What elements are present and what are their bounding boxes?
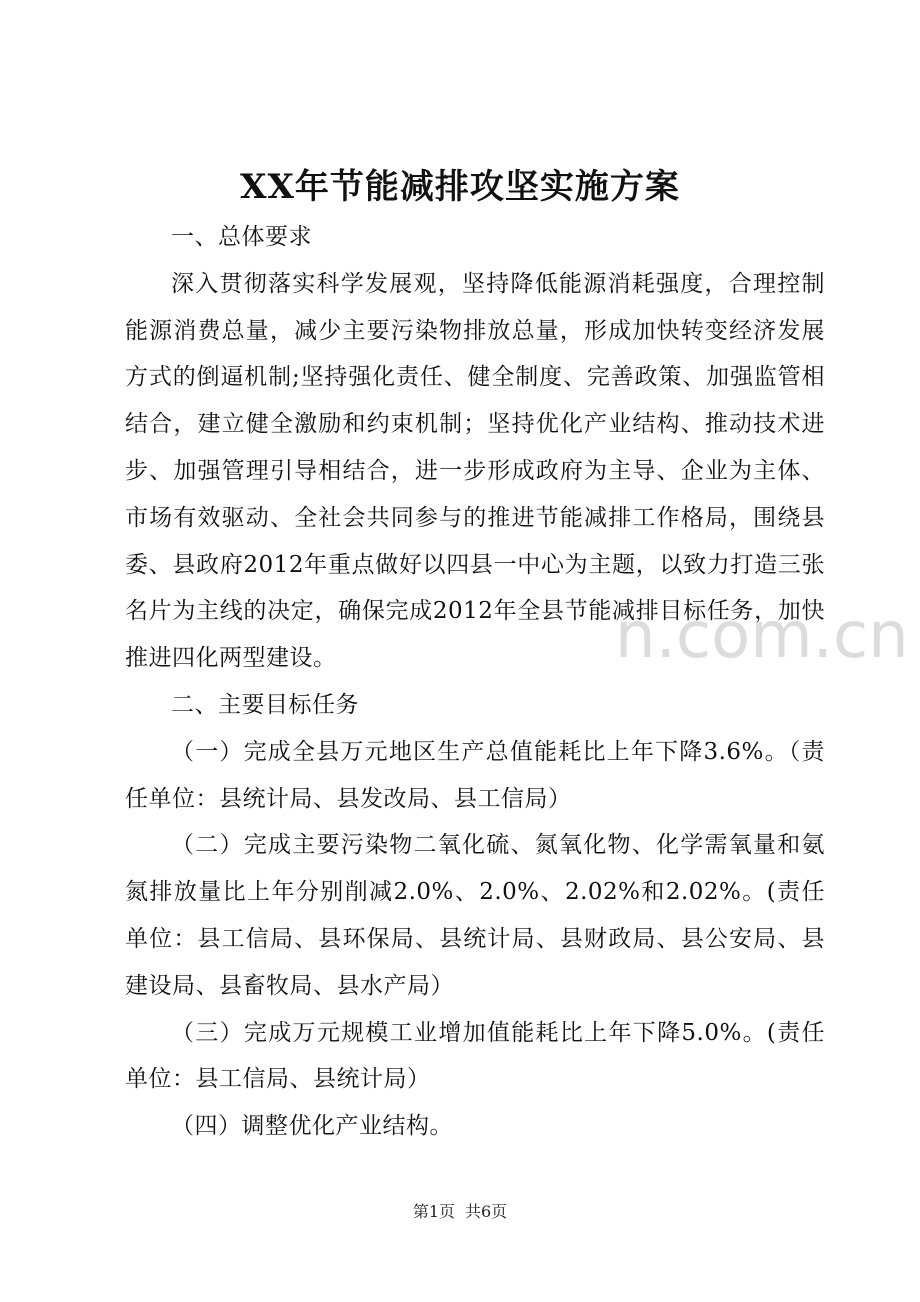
section-heading-general-requirements: 一、总体要求 (171, 224, 312, 250)
document-body (125, 214, 825, 1150)
page-footer (0, 1200, 920, 1224)
paragraph-target-1: （一）完成全县万元地区生产总值能耗比上年下降3.6%。（责任单位：县统计局、县发改局、县工信局） (125, 738, 825, 812)
paragraph-target-2: （二）完成主要污染物二氧化硫、氮氧化物、化学需氧量和氨氮排放量比上年分别削减2.0%、2.0%、2.02%和2.02%。(责任单位：县工信局、县环保局、县统计局、县财政局、县公安局、县建设局、县畜牧局、县水产局） (125, 832, 825, 999)
section-heading-main-targets: 二、主要目标任务 (171, 691, 359, 718)
document-title: XX年节能减排攻坚实施方案 (240, 167, 680, 207)
watermark-text: n.com.cn (615, 599, 909, 673)
paragraph-target-3: （三）完成万元规模工业增加值能耗比上年下降5.0%。(责任单位：县工信局、县统计局） (125, 1019, 825, 1093)
paragraph-target-4: （四）调整优化产业结构。 (171, 1113, 453, 1140)
paragraph-general-requirements: 深入贯彻落实科学发展观，坚持降低能源消耗强度，合理控制能源消费总量，减少主要污染物排放总量，形成加快转变经济发展方式的倒逼机制;坚持强化责任、健全制度、完善政策、加强监管相结合，建立健全激励和约束机制；坚持优化产业结构、推动技术进步、加强管理引导相结合，进一步形成政府为主导、企业为主体、市场有效驱动、全社会共同参与的推进节能减排工作格局，围绕县委、县政府2012年重点做好以四县一中心为主题，以致力打造三张名片为主线的决定，确保完成2012年全县节能减排目标任务，加快推进四化两型建设。 (125, 270, 825, 672)
page-number: 第1页 (412, 1202, 455, 1221)
page-total: 共6页 (465, 1202, 508, 1221)
